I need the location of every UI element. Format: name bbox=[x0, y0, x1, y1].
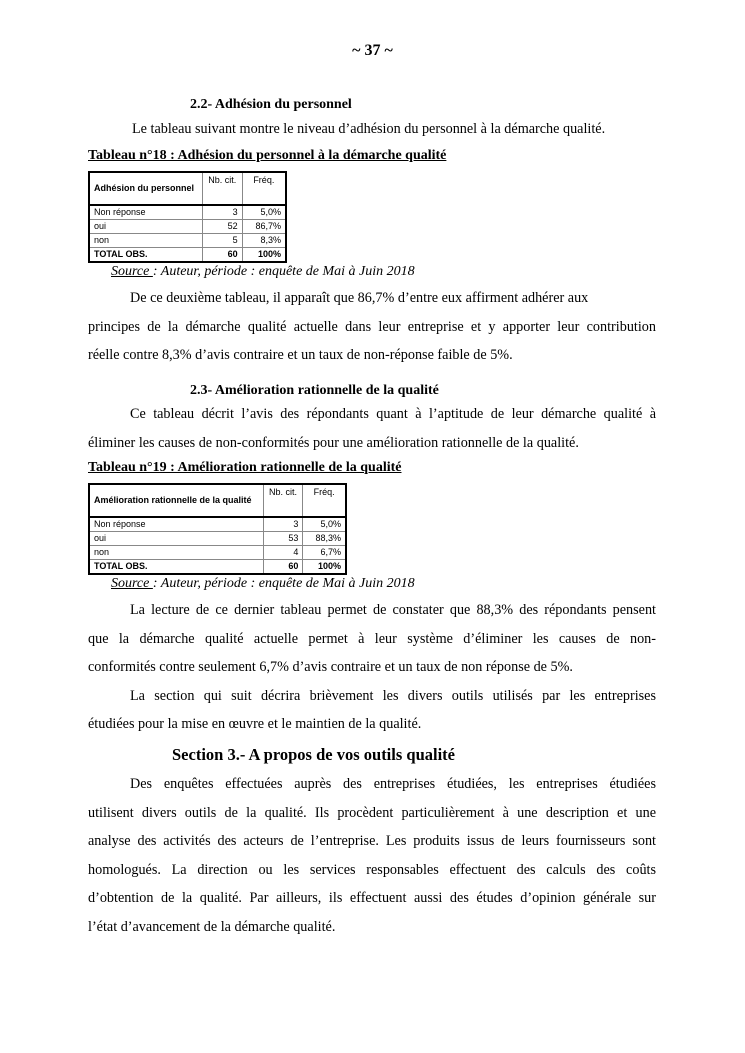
table-19 bbox=[88, 483, 347, 575]
source-label: Source bbox=[111, 576, 153, 591]
para-line: étudiées pour la mise en œuvre et le maintien de la qualité. bbox=[88, 716, 422, 732]
para-line: utilisent divers outils de la qualité. Ils procèdent particulièrement à une description et une bbox=[88, 804, 656, 821]
section-heading-2-3: 2.3- Amélioration rationnelle de la qualité bbox=[190, 383, 439, 398]
row-freq: 6,7% bbox=[303, 546, 346, 560]
para-line: La lecture de ce dernier tableau permet de constater que 88,3% des répondants pensent bbox=[130, 602, 656, 618]
row-count: 60 bbox=[263, 560, 303, 575]
para-line: éliminer les causes de non-conformités pour une amélioration rationnelle de la qualité. bbox=[88, 434, 579, 451]
table-header-count: Nb. cit. bbox=[263, 484, 303, 517]
table-header bbox=[89, 484, 346, 517]
source-text: : Auteur, période : enquête de Mai à Juin 2018 bbox=[152, 264, 415, 279]
row-freq: 88,3% bbox=[303, 532, 346, 546]
row-label: oui bbox=[89, 532, 263, 546]
row-label: TOTAL OBS. bbox=[94, 561, 148, 571]
row-count: 53 bbox=[263, 532, 303, 546]
table-header-label: Adhésion du personnel bbox=[89, 172, 202, 205]
table-header bbox=[89, 172, 286, 205]
table-18-caption: Tableau n°18 : Adhésion du personnel à la démarche qualité bbox=[88, 148, 447, 163]
section-heading-2-2: 2.2- Adhésion du personnel bbox=[190, 97, 352, 112]
para-line: réelle contre 8,3% d’avis contraire et un taux de non-réponse faible de 5%. bbox=[88, 347, 513, 363]
para-line: que la démarche qualité actuelle permet à leur système d’éliminer les causes de non- bbox=[88, 630, 656, 647]
row-label: Non réponse bbox=[89, 205, 202, 220]
row-freq: 8,3% bbox=[242, 234, 286, 248]
table-total-row bbox=[89, 248, 286, 263]
row-label: oui bbox=[89, 220, 202, 234]
para-line: analyse des activités des acteurs de l’entreprise. Les produits issus de leurs fournisseurs sont bbox=[88, 833, 656, 849]
table-row bbox=[89, 546, 346, 560]
row-freq: 5,0% bbox=[303, 517, 346, 532]
row-label: non bbox=[89, 546, 263, 560]
row-count: 4 bbox=[263, 546, 303, 560]
row-count: 5 bbox=[202, 234, 242, 248]
row-count: 3 bbox=[202, 205, 242, 220]
table-row bbox=[89, 517, 346, 532]
table-header-label: Amélioration rationnelle de la qualité bbox=[89, 484, 263, 517]
para-line: De ce deuxième tableau, il apparaît que 86,7% d’entre eux affirment adhérer aux bbox=[130, 290, 589, 306]
para-line: La section qui suit décrira brièvement les divers outils utilisés par les entreprises bbox=[130, 687, 656, 704]
row-freq: 100% bbox=[242, 248, 286, 263]
table-row bbox=[89, 532, 346, 546]
page-number: ~ 37 ~ bbox=[352, 42, 393, 59]
section-3-heading: Section 3.- A propos de vos outils qualité bbox=[172, 745, 455, 764]
source-text: : Auteur, période : enquête de Mai à Juin 2018 bbox=[152, 576, 415, 591]
source-label: Source bbox=[111, 264, 153, 279]
intro-2-3 bbox=[88, 400, 656, 457]
paragraph-2-2 bbox=[88, 284, 656, 370]
table-row bbox=[89, 234, 286, 248]
table-18-source bbox=[111, 264, 415, 280]
table-row bbox=[89, 220, 286, 234]
paragraph-section-3 bbox=[88, 770, 656, 941]
table-header-freq: Fréq. bbox=[242, 172, 286, 205]
para-line: d’obtention de la qualité. Par ailleurs, ils effectuent aussi des études d’opinion générale sur bbox=[88, 890, 656, 906]
row-count: 3 bbox=[263, 517, 303, 532]
row-freq: 100% bbox=[303, 560, 346, 575]
row-count: 52 bbox=[202, 220, 242, 234]
row-freq: 5,0% bbox=[242, 205, 286, 220]
row-label: Non réponse bbox=[89, 517, 263, 532]
table-header-count: Nb. cit. bbox=[202, 172, 242, 205]
table-header-freq: Fréq. bbox=[303, 484, 346, 517]
para-line: l’état d’avancement de la démarche qualité. bbox=[88, 918, 336, 935]
table-19-caption: Tableau n°19 : Amélioration rationnelle de la qualité bbox=[88, 460, 402, 475]
para-line: Ce tableau décrit l’avis des répondants quant à l’aptitude de leur démarche qualité à bbox=[130, 406, 656, 422]
table-19-source bbox=[111, 576, 415, 592]
row-label: TOTAL OBS. bbox=[94, 249, 148, 259]
row-freq: 86,7% bbox=[242, 220, 286, 234]
para-line: principes de la démarche qualité actuelle dans leur entreprise et y apporter leur contribution bbox=[88, 318, 656, 335]
table-18 bbox=[88, 171, 287, 263]
table-total-row bbox=[89, 560, 346, 575]
para-line: homologués. La direction ou les services responsables effectuent des calculs des coûts bbox=[88, 861, 656, 878]
para-line: Des enquêtes effectuées auprès des entreprises étudiées, les entreprises étudiées bbox=[130, 776, 656, 792]
row-label: non bbox=[89, 234, 202, 248]
para-line: conformités contre seulement 6,7% d’avis contraire et un taux de non réponse de 5%. bbox=[88, 659, 573, 675]
row-count: 60 bbox=[202, 248, 242, 263]
paragraph-2-3 bbox=[88, 596, 656, 739]
table-row bbox=[89, 205, 286, 220]
intro-2-2: Le tableau suivant montre le niveau d’adhésion du personnel à la démarche qualité. bbox=[132, 121, 606, 137]
